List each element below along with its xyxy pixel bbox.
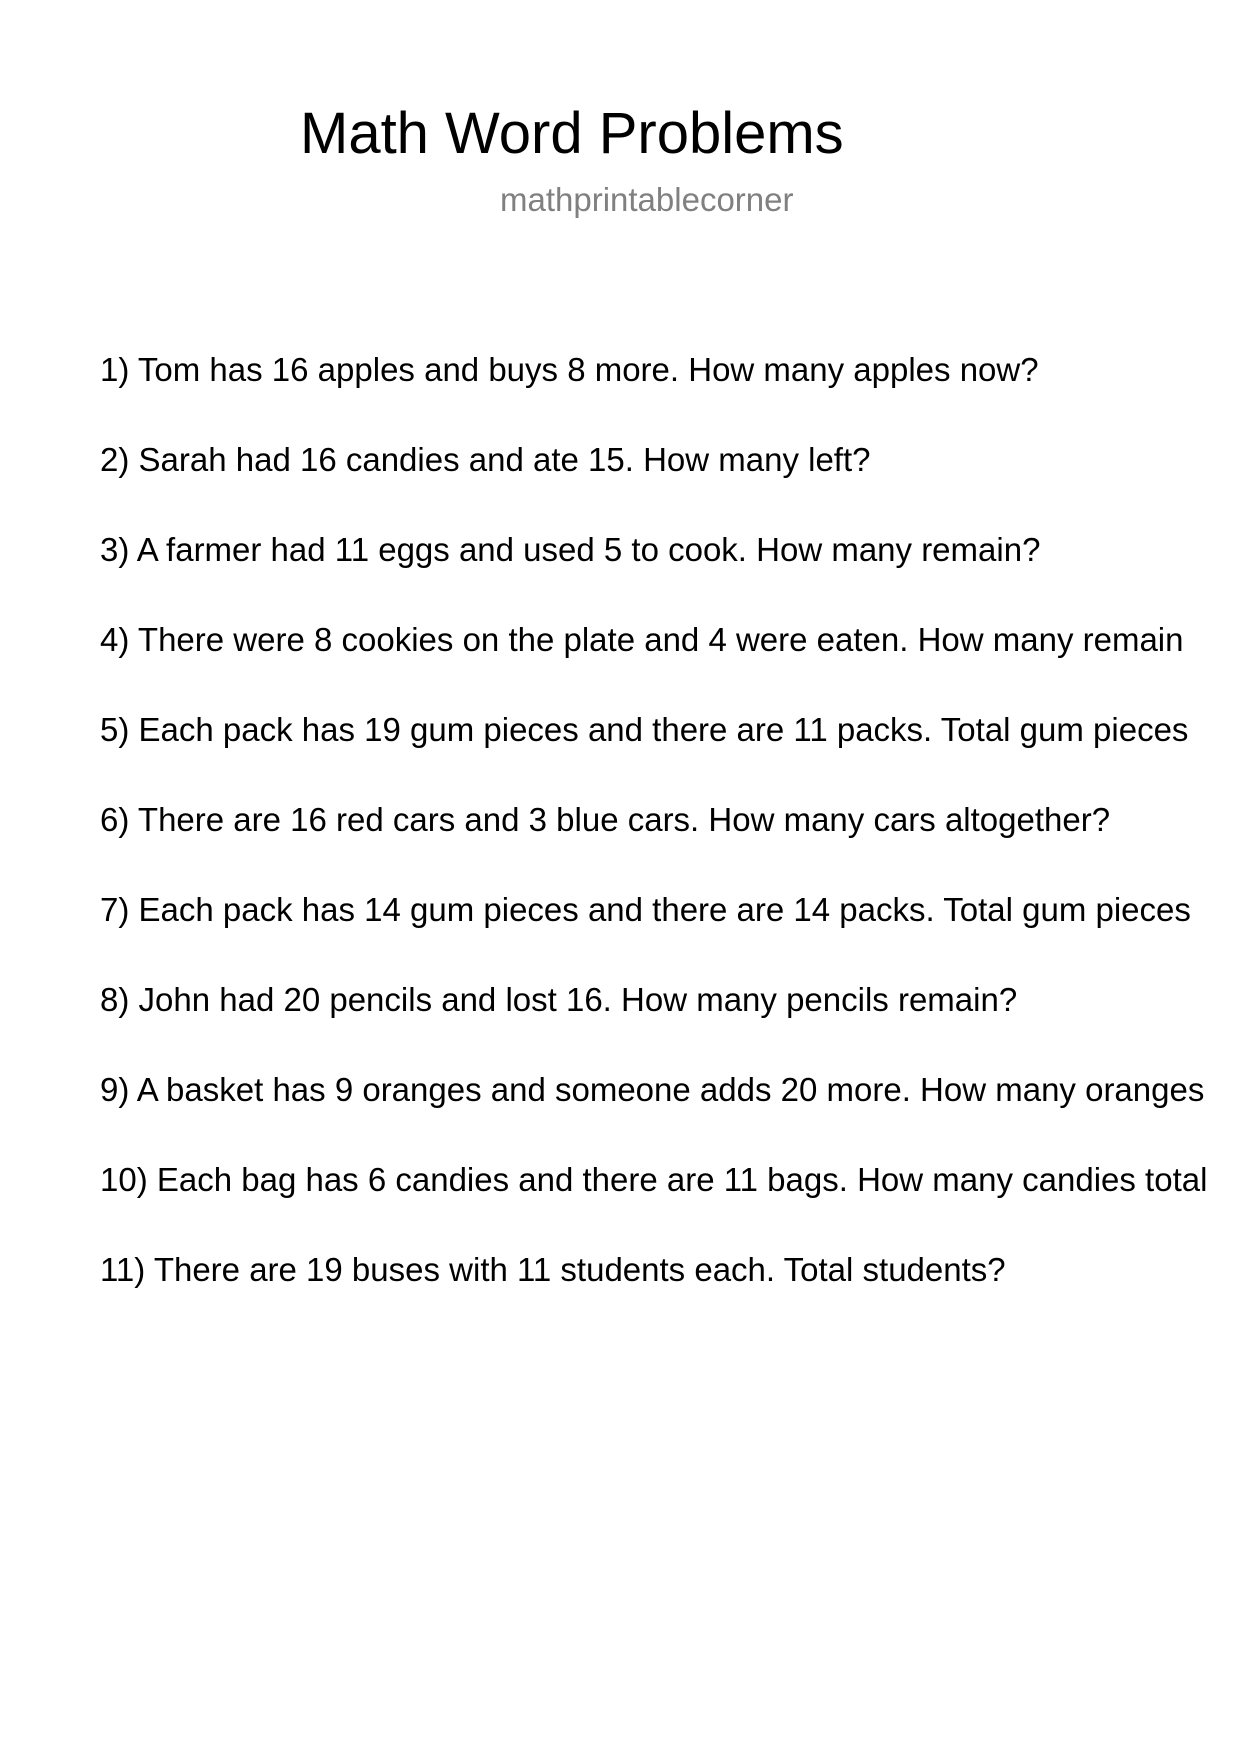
page-title: Math Word Problems — [300, 101, 844, 166]
problem-4: 4) There were 8 cookies on the plate and 4 were eaten. How many remain — [100, 621, 1184, 658]
problem-2: 2) Sarah had 16 candies and ate 15. How many left? — [100, 441, 871, 478]
problem-6: 6) There are 16 red cars and 3 blue cars. How many cars altogether? — [100, 801, 1111, 838]
problem-7: 7) Each pack has 14 gum pieces and there are 14 packs. Total gum pieces — [100, 891, 1191, 928]
problem-5: 5) Each pack has 19 gum pieces and there are 11 packs. Total gum pieces — [100, 711, 1189, 748]
problem-list — [100, 346, 1240, 1336]
problem-9: 9) A basket has 9 oranges and someone adds 20 more. How many oranges — [100, 1071, 1205, 1108]
problem-8: 8) John had 20 pencils and lost 16. How many pencils remain? — [100, 981, 1018, 1018]
problem-3: 3) A farmer had 11 eggs and used 5 to cook. How many remain? — [100, 531, 1041, 568]
problem-10: 10) Each bag has 6 candies and there are 11 bags. How many candies total — [100, 1161, 1208, 1198]
page-subtitle: mathprintablecorner — [500, 181, 794, 218]
problem-11: 11) There are 19 buses with 11 students each. Total students? — [100, 1251, 1006, 1288]
problem-1: 1) Tom has 16 apples and buys 8 more. How many apples now? — [100, 351, 1039, 388]
